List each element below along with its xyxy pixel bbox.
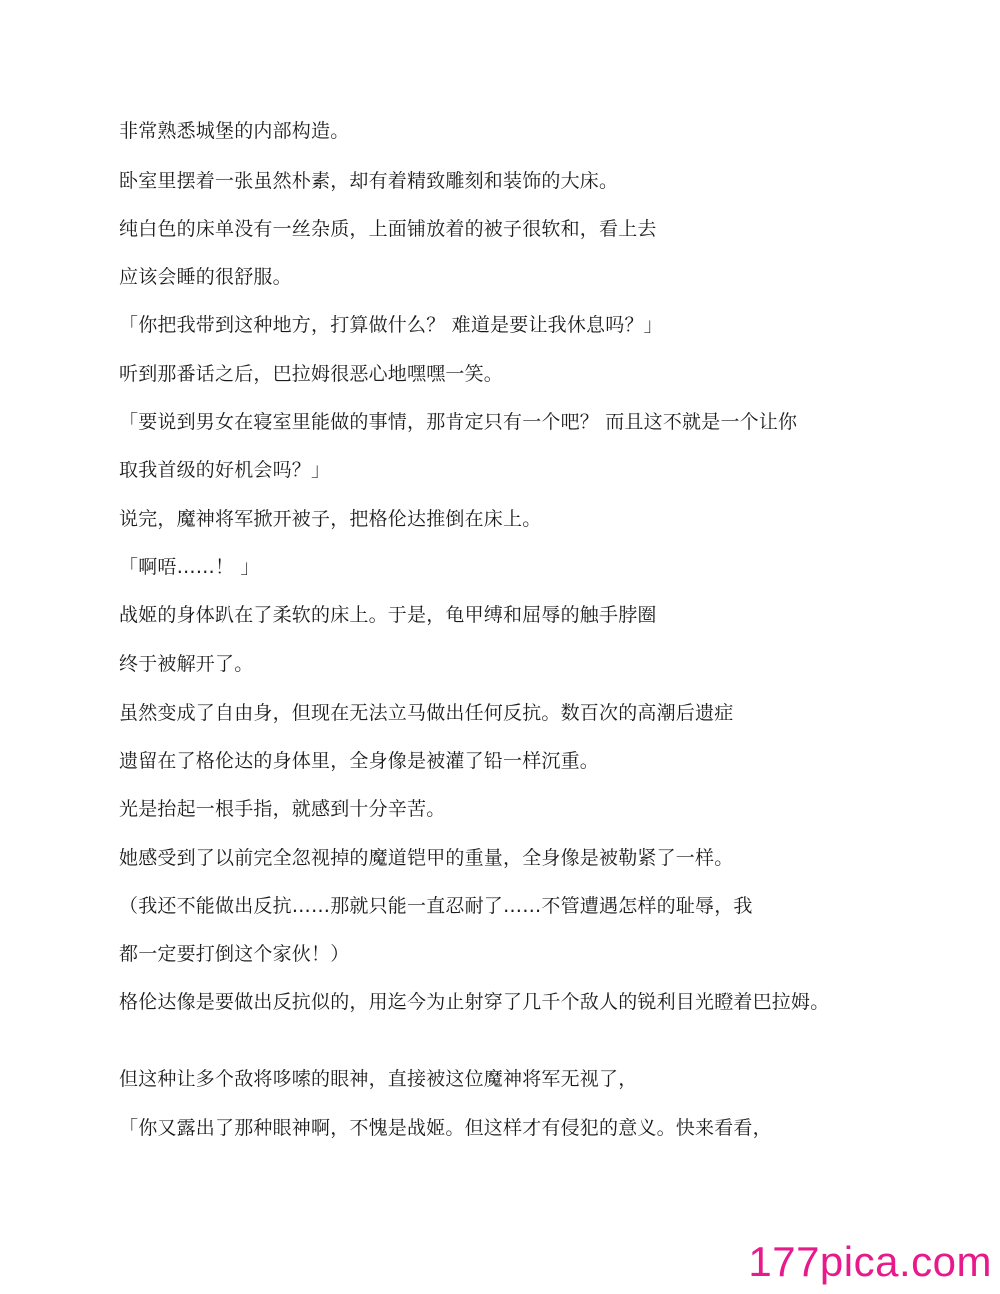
paragraph: 应该会睡的很舒服。: [119, 266, 292, 288]
paragraph: 「啊唔……！ 」: [119, 556, 260, 578]
paragraph: 遗留在了格伦达的身体里，全身像是被灌了铅一样沉重。: [119, 750, 600, 772]
paragraph: 格伦达像是要做出反抗似的，用迄今为止射穿了几千个敌人的锐利目光瞪着巴拉姆。: [119, 991, 830, 1013]
paragraph: 战姬的身体趴在了柔软的床上。于是，龟甲缚和屈辱的触手脖圈: [119, 604, 657, 626]
paragraph: 取我首级的好机会吗？」: [119, 459, 331, 481]
paragraph: 「你把我带到这种地方，打算做什么？ 难道是要让我休息吗？」: [119, 314, 663, 336]
paragraph: 但这种让多个敌将哆嗦的眼神，直接被这位魔神将军无视了，: [119, 1068, 638, 1090]
paragraph: 非常熟悉城堡的内部构造。: [119, 120, 350, 142]
watermark-text: 177pica.com: [748, 1238, 992, 1285]
paragraph: 听到那番话之后，巴拉姆很恶心地嘿嘿一笑。: [119, 363, 504, 385]
paragraph: 终于被解开了。: [119, 653, 254, 675]
paragraph: 光是抬起一根手指，就感到十分辛苦。: [119, 798, 446, 820]
paragraph: 卧室里摆着一张虽然朴素，却有着精致雕刻和装饰的大床。: [119, 170, 619, 192]
paragraph: 纯白色的床单没有一丝杂质，上面铺放着的被子很软和，看上去: [119, 218, 657, 240]
paragraph: （我还不能做出反抗……那就只能一直忍耐了……不管遭遇怎样的耻辱，我: [119, 895, 753, 917]
paragraph: 她感受到了以前完全忽视掉的魔道铠甲的重量，全身像是被勒紧了一样。: [119, 847, 734, 869]
paragraph: 「要说到男女在寝室里能做的事情，那肯定只有一个吧？ 而且这不就是一个让你: [119, 411, 798, 433]
paragraph: 虽然变成了自由身，但现在无法立马做出任何反抗。数百次的高潮后遗症: [119, 702, 734, 724]
paragraph: 都一定要打倒这个家伙！）: [119, 943, 350, 965]
paragraph: 「你又露出了那种眼神啊，不愧是战姬。但这样才有侵犯的意义。快来看看，: [119, 1117, 772, 1139]
paragraph: 说完，魔神将军掀开被子，把格伦达推倒在床上。: [119, 508, 542, 530]
